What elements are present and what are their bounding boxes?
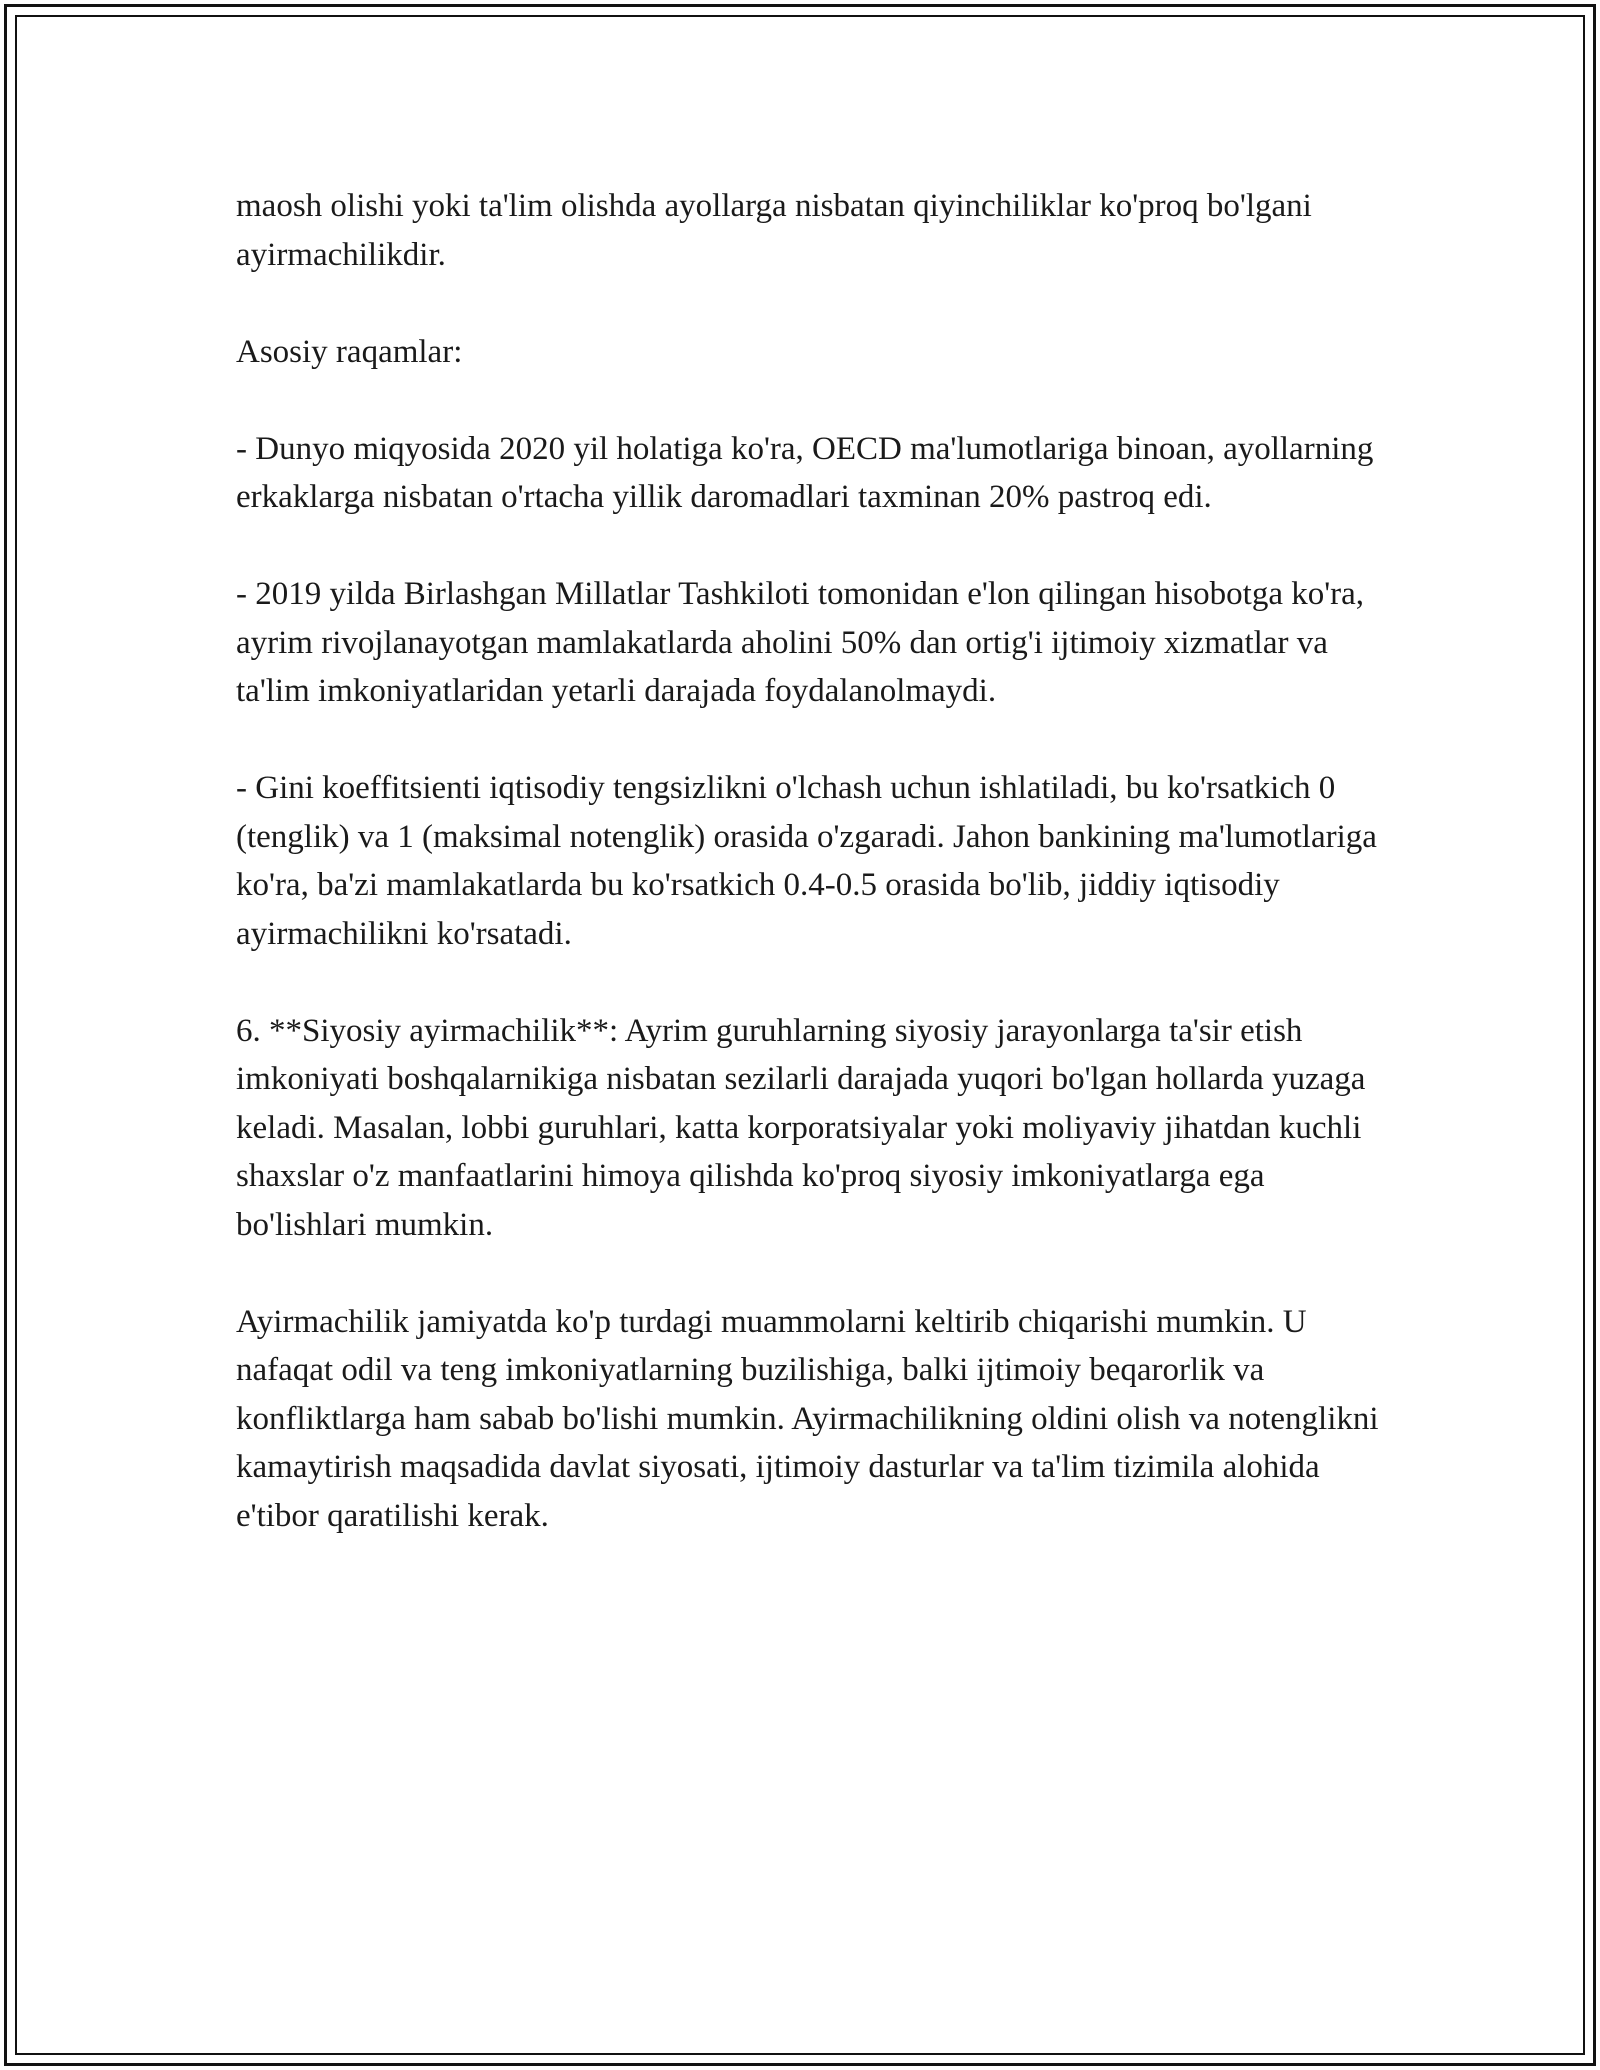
paragraph-un-report: - 2019 yilda Birlashgan Millatlar Tashkiloti tomonidan e'lon qilingan hisobotga ko'ra, ayrim rivojlanayotgan mamlakatlarda aholini 50% dan ortig'i ijtimoiy xizmatlar va ta'lim imkoniyatlaridan yetarli darajada foydalanolmaydi. <box>236 576 1365 709</box>
paragraph-intro-continuation: maosh olishi yoki ta'lim olishda ayollarga nisbatan qiyinchiliklar ko'proq bo'lgani ayirmachilikdir. <box>236 188 1312 273</box>
paragraph-key-figures-heading: Asosiy raqamlar: <box>236 333 463 370</box>
paragraph-gini-coefficient: - Gini koeffitsienti iqtisodiy tengsizlikni o'lchash uchun ishlatiladi, bu ko'rsatkich 0 (tenglik) va 1 (maksimal notenglik) orasida o'zgaradi. Jahon bankining ma'lumotlariga ko'ra, ba'zi mamlakatlarda bu ko'rsatkich 0.4-0.5 orasida bo'lib, jiddiy iqtisodiy ayirmachilikni ko'rsatadi. <box>236 770 1377 952</box>
document-body <box>236 182 1386 1589</box>
paragraph-political-discrimination: 6. **Siyosiy ayirmachilik**: Ayrim guruhlarning siyosiy jarayonlarga ta'sir etish imkoniyati boshqalarnikiga nisbatan sezilarli darajada yuqori bo'lgan hollarda yuzaga keladi. Masalan, lobbi guruhlari, katta korporatsiyalar yoki moliyaviy jihatdan kuchli shaxslar o'z manfaatlarini himoya qilishda ko'proq siyosiy imkoniyatlarga ega bo'lishlari mumkin. <box>236 1012 1366 1243</box>
paragraph-oecd-income-gap: - Dunyo miqyosida 2020 yil holatiga ko'ra, OECD ma'lumotlariga binoan, ayollarning erkaklarga nisbatan o'rtacha yillik daromadlari taxminan 20% pastroq edi. <box>236 430 1374 515</box>
paragraph-conclusion: Ayirmachilik jamiyatda ko'p turdagi muammolarni keltirib chiqarishi mumkin. U nafaqat odil va teng imkoniyatlarning buzilishiga, balki ijtimoiy beqarorlik va konfliktlarga ham sabab bo'lishi mumkin. Ayirmachilikning oldini olish va notenglikni kamaytirish maqsadida davlat siyosati, ijtimoiy dasturlar va ta'lim tizimila alohida e'tibor qaratilishi kerak. <box>236 1303 1379 1534</box>
